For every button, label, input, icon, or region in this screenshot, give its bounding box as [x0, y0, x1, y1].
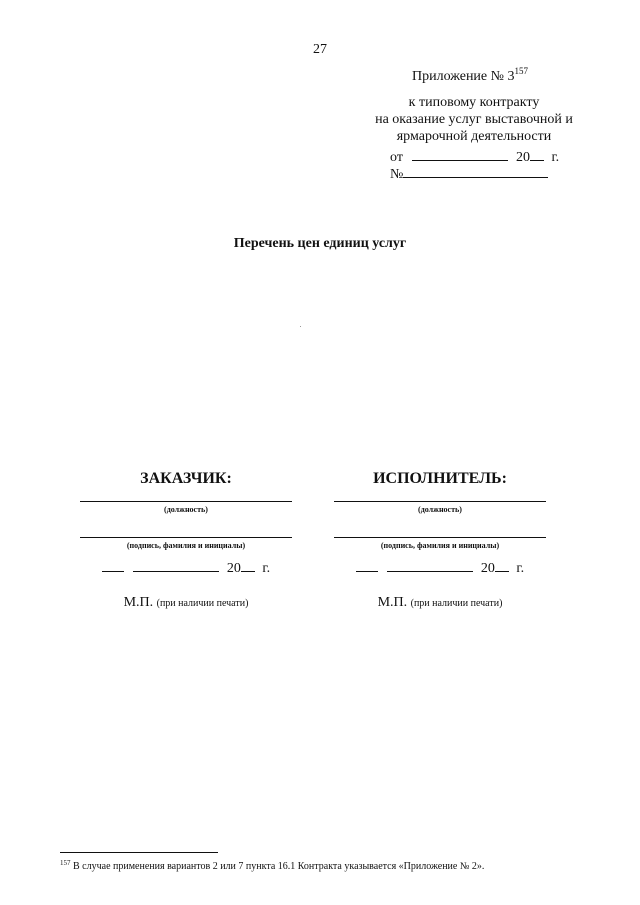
date-suffix: г.	[262, 561, 271, 576]
month-blank	[133, 559, 219, 572]
month-blank	[387, 559, 473, 572]
contractor-position-line	[334, 501, 546, 502]
year-blank	[241, 559, 255, 572]
appendix-line: на оказание услуг выставочной и	[375, 112, 573, 127]
contractor-seal	[334, 595, 546, 611]
contractor-title: ИСПОЛНИТЕЛЬ:	[373, 470, 507, 487]
appendix-number-line	[390, 165, 548, 183]
customer-date-line	[80, 559, 292, 577]
customer-signature-line	[80, 537, 292, 538]
footnote-text: В случае применения вариантов 2 или 7 пункта 16.1 Контракта указывается «Приложение № 2».	[73, 861, 485, 872]
list-title: Перечень цен единиц услуг	[233, 236, 407, 251]
customer-seal	[80, 595, 292, 611]
page-number: 27	[313, 42, 327, 57]
contractor-signature-caption: (подпись, фамилия и инициалы)	[380, 541, 500, 550]
customer-signature-caption: (подпись, фамилия и инициалы)	[126, 541, 246, 550]
footnote	[60, 859, 484, 872]
date-year: 20	[226, 561, 241, 576]
appendix-footnote-ref: 157	[514, 66, 528, 76]
number-label: №	[390, 167, 404, 182]
appendix-subtitle	[356, 94, 592, 145]
customer-position-caption: (должность)	[164, 505, 208, 514]
appendix-title-text: Приложение № 3	[412, 69, 515, 84]
appendix-date-line	[390, 148, 559, 166]
date-year: 20	[515, 150, 530, 165]
date-blank	[412, 148, 508, 161]
appendix-line: ярмарочной деятельности	[396, 129, 552, 144]
day-blank	[102, 559, 124, 572]
contractor-signature-line	[334, 537, 546, 538]
date-prefix: от	[390, 150, 403, 165]
customer-title: ЗАКАЗЧИК:	[140, 470, 232, 487]
date-suffix: г.	[516, 561, 525, 576]
year-blank	[530, 148, 544, 161]
number-blank	[403, 165, 548, 178]
appendix-line: к типовому контракту	[408, 95, 540, 110]
seal-note: (при наличии печати)	[156, 598, 249, 609]
seal-label: М.П.	[377, 595, 408, 610]
footnote-rule	[60, 852, 218, 853]
customer-position-line	[80, 501, 292, 502]
date-suffix: г.	[551, 150, 560, 165]
seal-label: М.П.	[123, 595, 154, 610]
contractor-date-line	[334, 559, 546, 577]
scan-speck	[300, 326, 301, 327]
footnote-number: 157	[60, 859, 71, 867]
day-blank	[356, 559, 378, 572]
appendix-title	[412, 66, 528, 85]
date-year: 20	[480, 561, 495, 576]
contractor-position-caption: (должность)	[418, 505, 462, 514]
seal-note: (при наличии печати)	[410, 598, 503, 609]
year-blank	[495, 559, 509, 572]
